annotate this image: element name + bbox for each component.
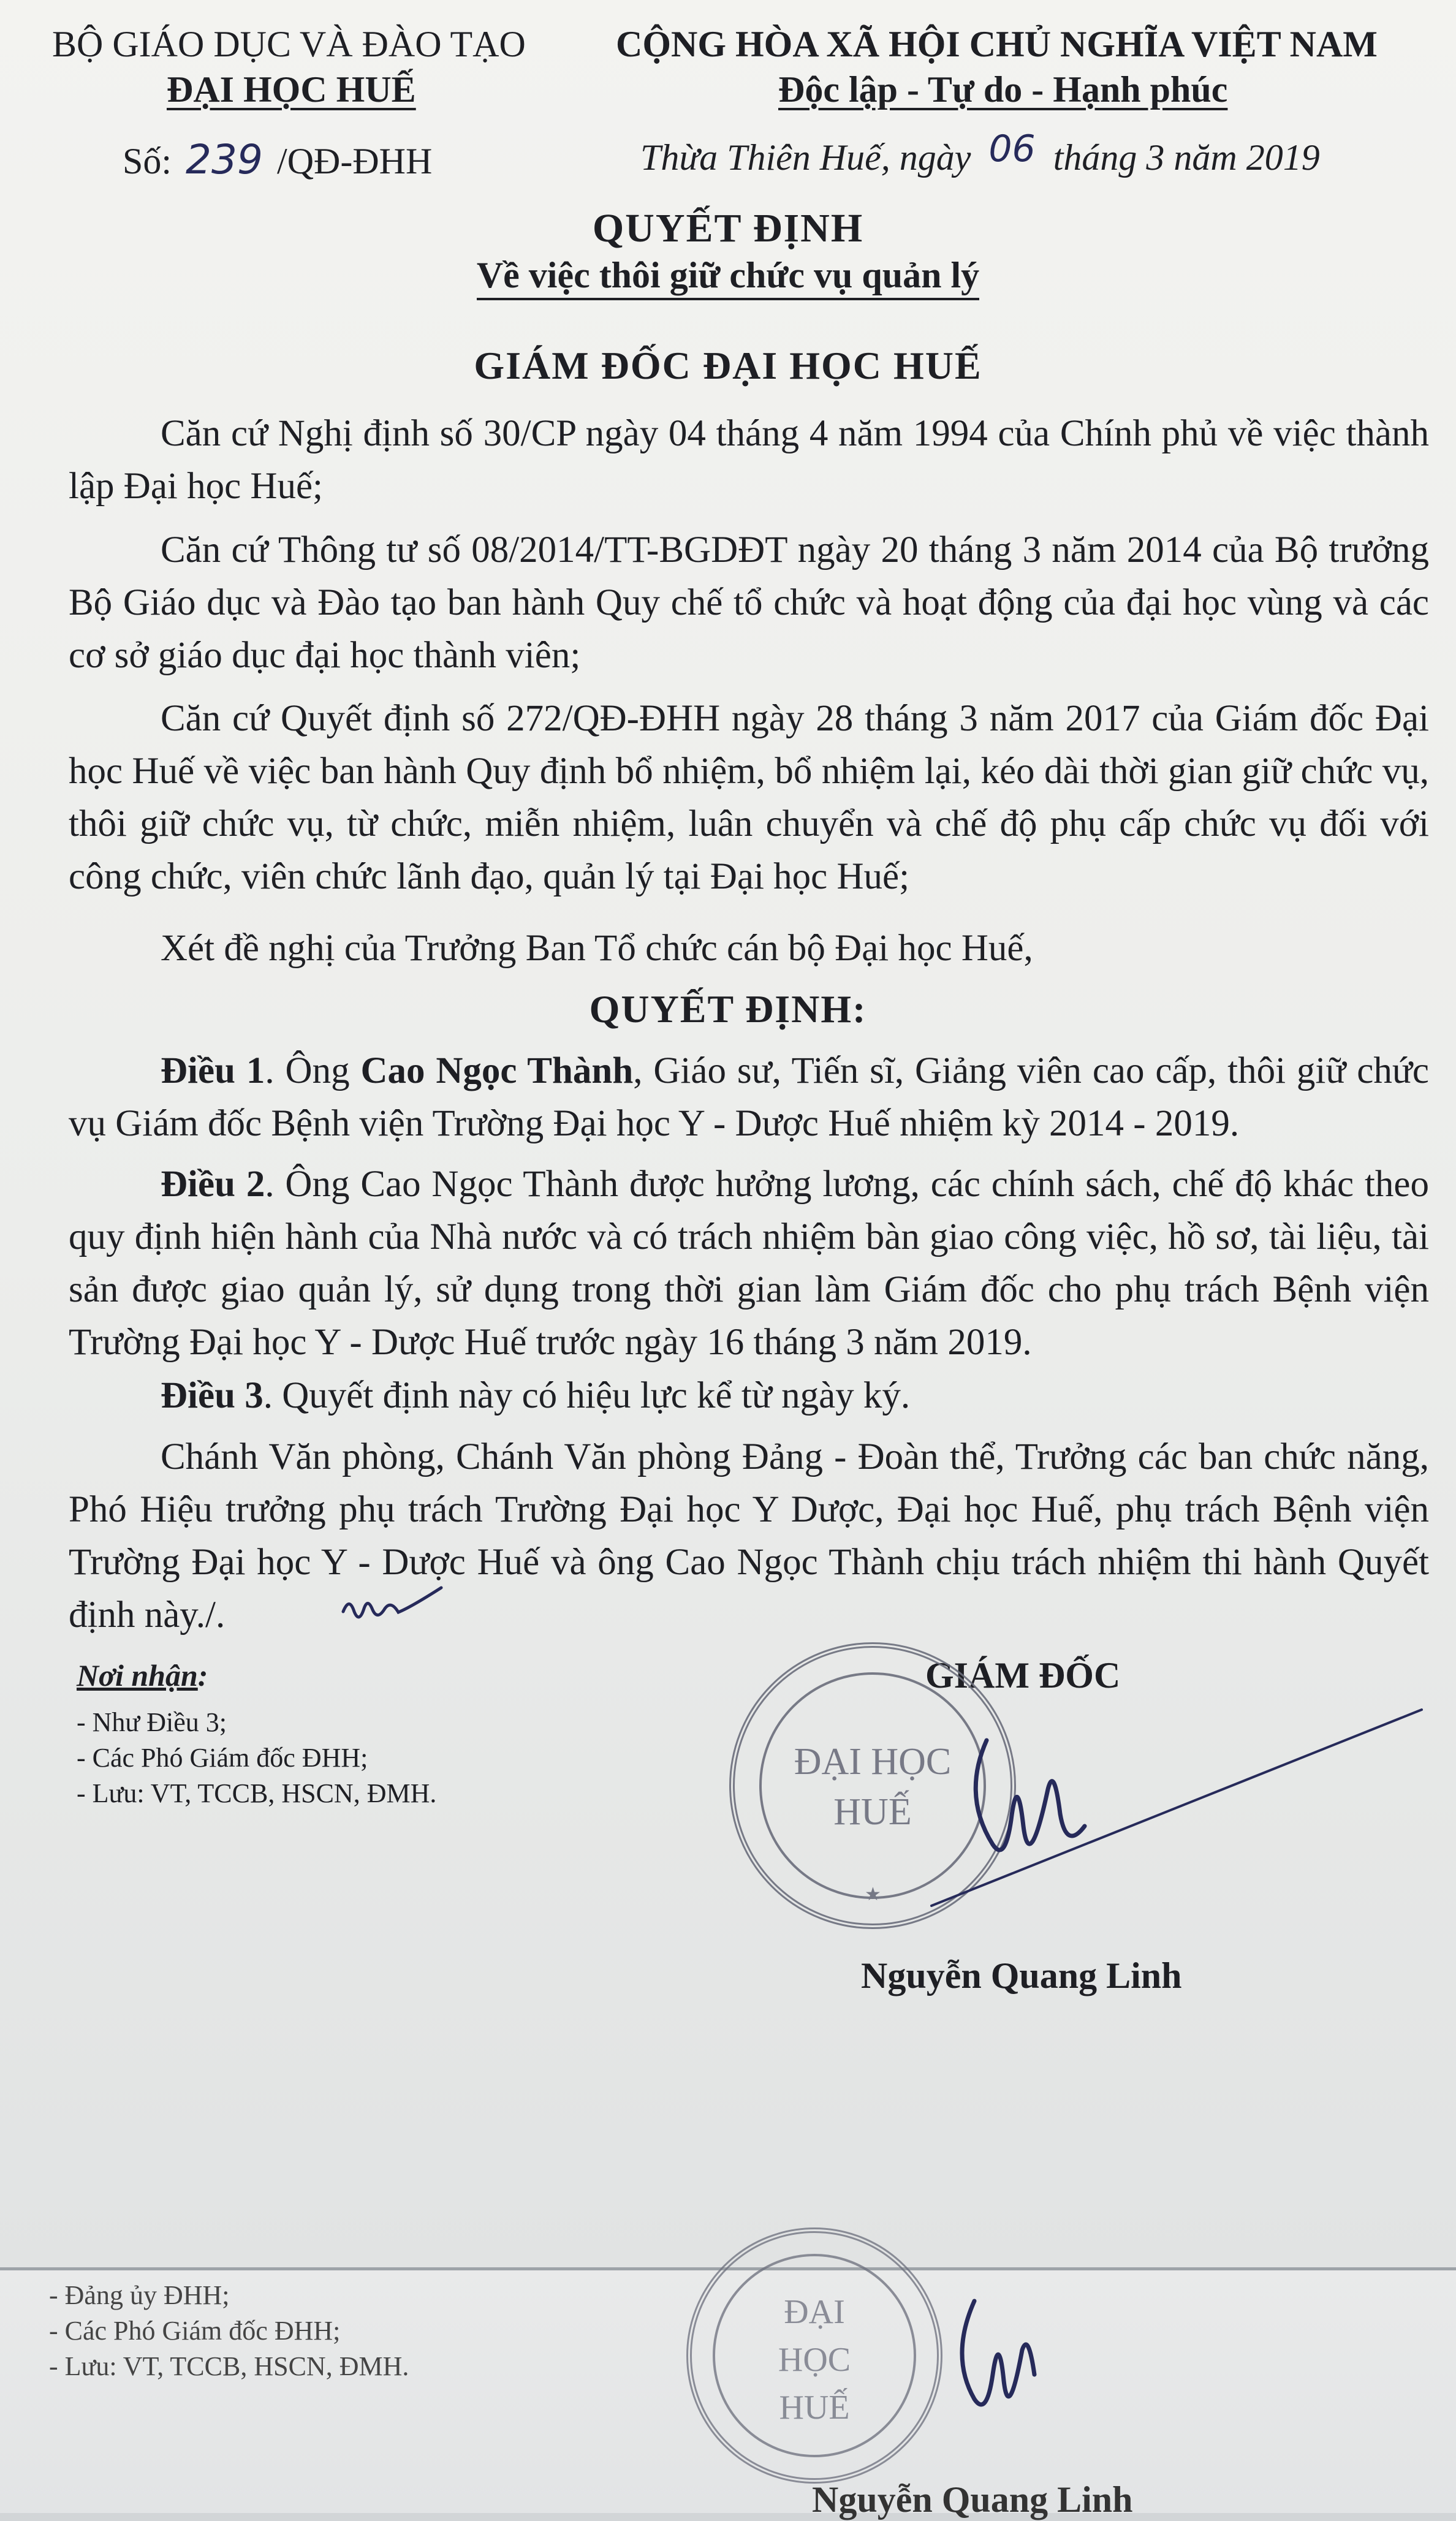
lower-official-seal [686,2227,942,2484]
number-suffix: /QĐ-ĐHH [277,141,433,181]
article-1: Điều 1. Ông Cao Ngọc Thành, Giáo sư, Tiến sĩ, Giảng viên cao cấp, thôi giữ chức vụ Giám đốc Bệnh viện Trường Đại học Y - Dược Huế nhiệm kỳ 2014 - 2019. [69,1050,1429,1144]
number-prefix: Số: [123,141,172,181]
article-1-label: Điều 1 [161,1050,265,1091]
place-date [640,127,1320,179]
article-3-label: Điều 3 [161,1375,264,1416]
document-number [123,136,432,183]
preamble-1: Căn cứ Nghị định số 30/CP ngày 04 tháng 4 năm 1994 của Chính phủ về việc thành lập Đại học Huế; [69,413,1429,507]
national-motto: Độc lập - Tự do - Hạnh phúc [778,69,1228,110]
seal-text: ĐẠI HỌC HUẾ [794,1741,952,1833]
lower-signature-scribble [938,2289,1060,2448]
initials-mark [340,1584,444,1627]
signer-title: GIÁM ĐỐC [925,1655,1121,1696]
recipients-heading: Nơi nhận: [77,1658,208,1693]
recipient-item: - Các Phó Giám đốc ĐHH; [77,1743,368,1773]
handwritten-number: 239 [186,136,264,183]
underlying-sheet [0,2267,1456,2520]
lower-seal-text: ĐẠI HỌC HUẾ [778,2293,851,2427]
lower-recipient-item: - Đảng ủy ĐHH; [49,2280,230,2310]
closing-paragraph: Chánh Văn phòng, Chánh Văn phòng Đảng - Đoàn thể, Trưởng các ban chức năng, Phó Hiệu trưởng phụ trách Trường Đại học Y Dược, Đại học Huế, phụ trách Bệnh viện Trường Đại học Y - Dược Huế và ông Cao Ngọc Thành chịu trách nhiệm thi hành Quyết định này./. [69,1436,1429,1636]
issuer-title: GIÁM ĐỐC ĐẠI HỌC HUẾ [474,344,982,387]
university-name: ĐẠI HỌC HUẾ [167,69,416,110]
lower-recipient-item: - Các Phó Giám đốc ĐHH; [49,2316,341,2346]
official-seal: ĐẠI HỌC HUẾ ★ [729,1642,1016,1929]
preamble-4: Xét đề nghị của Trưởng Ban Tổ chức cán bộ Đại học Huế, [161,928,1033,969]
republic-name: CỘNG HÒA XÃ HỘI CHỦ NGHĨA VIỆT NAM [616,24,1378,64]
ministry-name: BỘ GIÁO DỤC VÀ ĐÀO TẠO [52,24,526,64]
document-subject: Về việc thôi giữ chức vụ quản lý [0,254,1456,297]
date-prefix: Thừa Thiên Huế, ngày [640,137,971,178]
lower-signer-name: Nguyễn Quang Linh [812,2479,1133,2520]
lower-recipient-item: - Lưu: VT, TCCB, HSCN, ĐMH. [49,2351,409,2381]
document-type: QUYẾT ĐỊNH [592,206,864,251]
article-2: Điều 2. Ông Cao Ngọc Thành được hưởng lương, các chính sách, chế độ khác theo quy định hiện hành của Nhà nước và có trách nhiệm bàn giao công việc, hồ sơ, tài liệu, tài sản được giao quản lý, sử dụng trong thời gian làm Giám đốc cho phụ trách Bệnh viện Trường Đại học Y - Dược Huế trước ngày 16 tháng 3 năm 2019. [69,1164,1430,1363]
signature-scribble [907,1704,1446,1936]
date-suffix: tháng 3 năm 2019 [1053,137,1320,178]
recipient-item: - Như Điều 3; [77,1707,227,1737]
person-name: Cao Ngọc Thành [360,1050,634,1091]
handwritten-day: 06 [988,127,1036,170]
recipient-item: - Lưu: VT, TCCB, HSCN, ĐMH. [77,1778,437,1808]
preamble-3: Căn cứ Quyết định số 272/QĐ-ĐHH ngày 28 tháng 3 năm 2017 của Giám đốc Đại học Huế về việc ban hành Quy định bổ nhiệm, bổ nhiệm lại, kéo dài thời gian giữ chức vụ, thôi giữ chức vụ, từ chức, miễn nhiệm, luân chuyển và chế độ phụ cấp chức vụ đối với công chức, viên chức lãnh đạo, quản lý tại Đại học Huế; [69,698,1429,897]
preamble-2: Căn cứ Thông tư số 08/2014/TT-BGDĐT ngày 20 tháng 3 năm 2014 của Bộ trưởng Bộ Giáo dục và Đào tạo ban hành Quy chế tổ chức và hoạt động của đại học vùng và các cơ sở giáo dục đại học thành viên; [69,529,1429,676]
signer-name: Nguyễn Quang Linh [861,1955,1182,1996]
article-3: Điều 3. Quyết định này có hiệu lực kể từ ngày ký. [161,1375,911,1416]
decision-heading: QUYẾT ĐỊNH: [589,987,867,1031]
article-2-label: Điều 2 [161,1164,265,1205]
